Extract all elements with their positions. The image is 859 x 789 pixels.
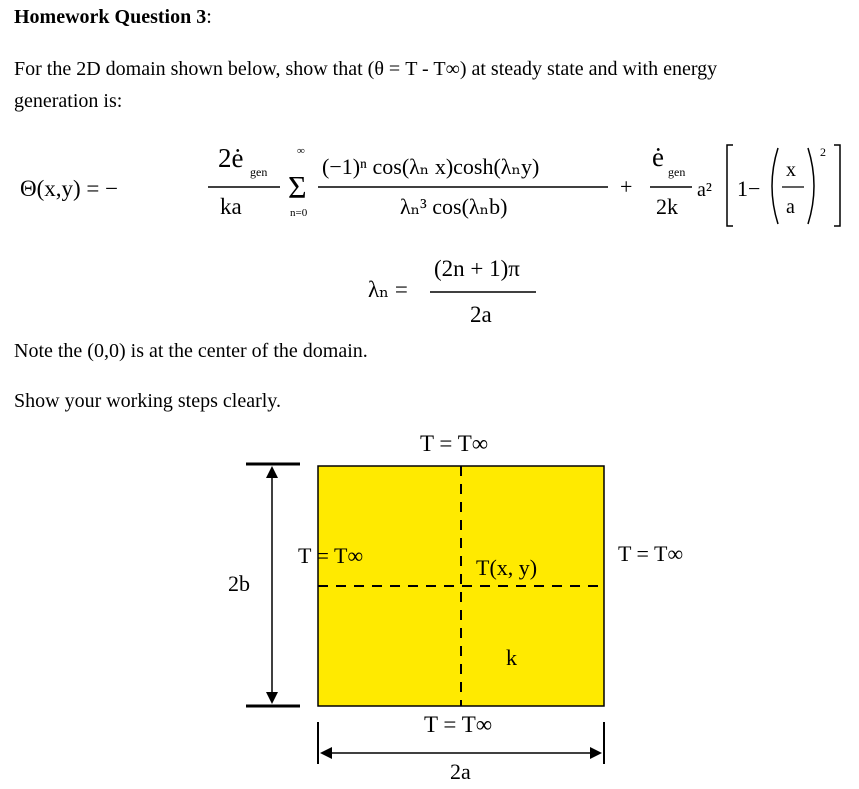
second-gen-subscript: gen: [668, 165, 686, 179]
plus-sign: +: [620, 174, 633, 199]
left-bracket: [727, 145, 733, 226]
left-paren: [772, 148, 778, 224]
coef-denominator: ka: [220, 194, 242, 219]
problem-statement-line-2: generation is:: [14, 90, 123, 112]
lambda-denominator: 2a: [470, 302, 492, 327]
right-paren: [808, 148, 814, 224]
center-temperature-label: T(x, y): [476, 555, 538, 580]
bottom-boundary-label: T = T∞: [424, 712, 493, 737]
sum-symbol: Σ: [288, 169, 307, 205]
right-boundary-label: T = T∞: [618, 541, 684, 566]
top-boundary-label: T = T∞: [420, 431, 489, 456]
one-minus: 1−: [737, 176, 761, 201]
lambda-lhs: λₙ =: [368, 277, 408, 302]
term-numerator: (−1)ⁿ cos(λₙ x)cosh(λₙy): [322, 154, 540, 179]
center-note: Note the (0,0) is at the center of the domain.: [14, 340, 368, 362]
coef-gen-subscript: gen: [250, 165, 268, 179]
sum-lower-limit: n=0: [290, 207, 308, 219]
lambda-numerator: (2n + 1)π: [434, 256, 520, 281]
left-boundary-label: T = T∞: [298, 543, 364, 568]
sum-upper-limit: ∞: [297, 145, 305, 157]
a-under: a: [786, 196, 795, 218]
problem-statement-line-1: For the 2D domain shown below, show that (θ = T - T∞) at steady state and with energy: [14, 58, 718, 80]
steps-note: Show your working steps clearly.: [14, 390, 281, 412]
right-bracket: [834, 145, 840, 226]
width-arrow-left: [320, 747, 332, 759]
x-over: x: [786, 159, 796, 181]
width-label: 2a: [450, 759, 471, 784]
term-denominator: λₙ³ cos(λₙb): [400, 194, 508, 219]
question-title-colon: :: [206, 6, 212, 28]
coef-numerator: 2ė: [218, 143, 244, 173]
height-arrow-down: [266, 692, 278, 704]
question-title: Homework Question 3: [14, 6, 207, 28]
width-arrow-right: [590, 747, 602, 759]
second-denominator: 2k: [656, 194, 678, 219]
equation-lhs: Θ(x,y) = −: [20, 176, 119, 201]
conductivity-label: k: [506, 645, 517, 670]
a-squared: a²: [697, 179, 712, 201]
height-label: 2b: [228, 571, 250, 596]
height-arrow-up: [266, 466, 278, 478]
second-numerator: ė: [652, 142, 664, 172]
exponent-2: 2: [820, 145, 826, 159]
